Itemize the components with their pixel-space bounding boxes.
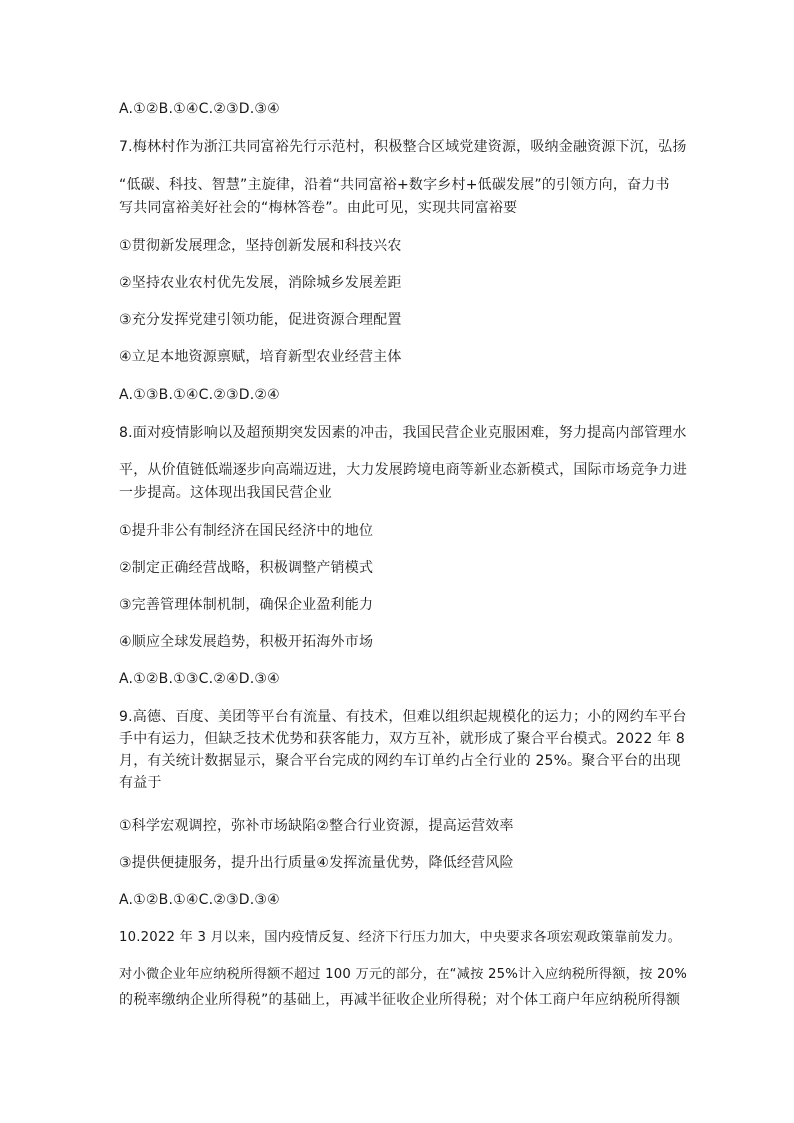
q7-stem-line3: 写共同富裕美好社会的“梅林答卷”。由此可见，实现共同富裕要	[119, 200, 518, 216]
q10-stem-line2: 对小微企业年应纳税所得额不超过 100 万元的部分，在“减按 25%计入应纳税所得额，按 20%	[119, 967, 688, 982]
q8-stem-line2: 平，从价值链低端逐步向高端迈进，大力发展跨境电商等新业态新模式，国际市场竞争力进	[119, 462, 687, 478]
q8-item-4: ④顺应全球发展趋势，积极开拓海外市场	[119, 634, 374, 650]
q8-item-1: ①提升非公有制经济在国民经济中的地位	[119, 523, 374, 539]
q8-item-2: ②制定正确经营战略，积极调整产销模式	[119, 560, 374, 576]
q8-stem-line1: 8.面对疫情影响以及超预期突发因素的冲击，我国民营企业克服困难，努力提高内部管理水	[119, 425, 687, 441]
q7-stem-line2: “低碳、科技、智慧”主旋律，沿着“共同富裕+数字乡村+低碳发展”的引领方向，奋力书	[119, 177, 670, 193]
q9-options: A.①②B.①④C.②③D.③④	[119, 892, 280, 908]
q7-item-4: ④立足本地资源禀赋，培育新型农业经营主体	[119, 349, 402, 365]
q10-stem-line3: 的税率缴纳企业所得税”的基础上，再减半征收企业所得税；对个体工商户年应纳税所得额	[119, 992, 681, 1008]
q7-stem-line1: 7.梅林村作为浙江共同富裕先行示范村，积极整合区域党建资源，吸纳金融资源下沉，弘扬	[119, 139, 687, 155]
q8-options: A.①②B.①③C.②④D.③④	[119, 671, 280, 687]
q9-items-1-2: ①科学宏观调控，弥补市场缺陷②整合行业资源，提高运营效率	[119, 818, 514, 834]
q7-options: A.①③B.①④C.②③D.②④	[119, 387, 280, 403]
q7-item-2: ②坚持农业农村优先发展，消除城乡发展差距	[119, 275, 402, 291]
q10-stem-line1: 10.2022 年 3 月以来，国内疫情反复、经济下行压力加大，中央要求各项宏观政策靠前发力。	[119, 930, 682, 945]
q9-stem: 9.高德、百度、美团等平台有流量、有技术，但难以组织起规模化的运力；小的网约车平台手中有运力，但缺乏技术优势和获客能力，双方互补，就形成了聚合平台模式。2022 年 8 月，有关统计数据显示，聚合平台完成的网约车订单约占全行业的 25%。聚合平台的出现有益于	[119, 709, 687, 791]
q7-item-3: ③充分发挥党建引领功能，促进资源合理配置	[119, 312, 402, 328]
q8-stem-line3: 一步提高。这体现出我国民营企业	[119, 485, 332, 501]
q7-item-1: ①贯彻新发展理念，坚持创新发展和科技兴农	[119, 238, 402, 254]
q6-options: A.①②B.①④C.②③D.③④	[119, 101, 280, 117]
q9-items-3-4: ③提供便捷服务，提升出行质量④发挥流量优势，降低经营风险	[119, 855, 514, 871]
q8-item-3: ③完善管理体制机制，确保企业盈利能力	[119, 597, 374, 613]
